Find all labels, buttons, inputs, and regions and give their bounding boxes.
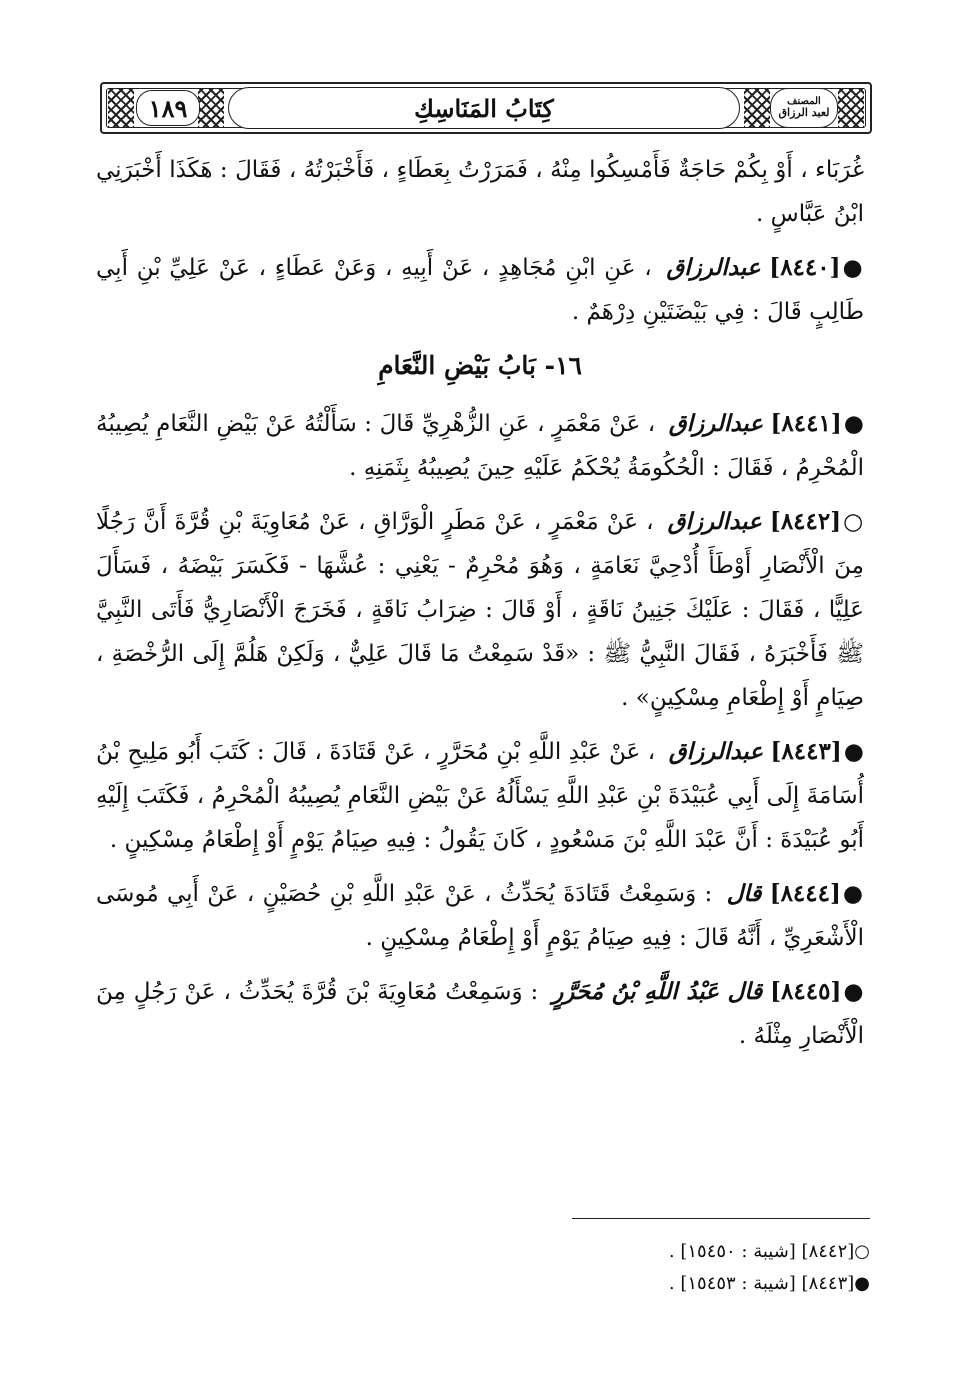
- hadith-number: [٨٤٤٣]: [770, 738, 842, 765]
- narrator-source: عبدالرزاق: [666, 254, 761, 281]
- hadith-number: [٨٤٤١]: [770, 410, 842, 437]
- book-section-title: كِتَابُ المَنَاسِكِ: [228, 87, 740, 129]
- running-header: [100, 82, 872, 134]
- footnote-separator: [572, 1218, 870, 1219]
- hadith-8441: [96, 402, 864, 490]
- bullet-marker: ●: [843, 978, 865, 1005]
- narrator-source: قال: [726, 880, 762, 907]
- ornament-pattern-left: [108, 88, 134, 128]
- hadith-number: [٨٤٤٠]: [769, 254, 841, 281]
- footnote-text: [٨٤٤٣] [شيبة : ١٥٤٥٣] .: [668, 1273, 855, 1294]
- hadith-8442: [96, 500, 864, 720]
- ornament-pattern-left-inner: [198, 88, 224, 128]
- footnote-text: [٨٤٤٢] [شيبة : ١٥٤٥٠] .: [668, 1241, 855, 1262]
- bullet-marker: ●: [842, 880, 864, 907]
- narrator-source: عبدالرزاق: [668, 738, 763, 765]
- hadith-text: : وَسَمِعْتُ قَتَادَةَ يُحَدِّثُ ، عَنْ عَبْدِ اللَّهِ بْنِ حُصَيْنٍ ، عَنْ أَبِي مُوسَى الْأَشْعَرِيِّ ، أَنَّهُ قَالَ : فِيهِ صِيَامُ يَوْمٍ أَوْ إِطْعَامُ مِسْكِينٍ .: [96, 881, 864, 951]
- hadith-number: [٨٤٤٤]: [769, 880, 841, 907]
- paragraph-text: غُرَبَاء ، أَوْ بِكُمْ حَاجَةٌ فَأَمْسِكُوا مِنْهُ ، فَمَرَرْتُ بِعَطَاءٍ ، فَأَخْبَرْتُهُ ، فَقَالَ : هَكَذَا أَخْبَرَنِي ابْنُ عَبَّاسٍ .: [96, 157, 864, 227]
- chapter-heading: ١٦- بَابُ بَيْضِ النَّعَامِ: [378, 351, 582, 380]
- footnote-8442: [370, 1236, 870, 1268]
- footnote-8443: [370, 1268, 870, 1300]
- book-logo-line2: لعبد الرزاق: [778, 106, 830, 120]
- footnotes: [370, 1236, 870, 1300]
- hadith-text: ، عَنِ ابْنِ مُجَاهِدٍ ، عَنْ أَبِيهِ ، وَعَنْ عَطَاءٍ ، عَنْ عَلِيِّ بْنِ أَبِي طَالِبٍ قَالَ : فِي بَيْضَتَيْنِ دِرْهَمٌ .: [96, 255, 864, 325]
- hadith-8443: [96, 730, 864, 862]
- bullet-marker: ○: [843, 508, 864, 535]
- hadith-text: ، عَنْ مَعْمَرٍ ، عَنْ مَطَرٍ الْوَرَّاقِ ، عَنْ مُعَاوِيَةَ بْنِ قُرَّةَ أَنَّ رَجُلًا مِنَ الْأَنْصَارِ أَوْطَأَ أُدْحِيَّ نَعَامَةٍ ، وَهُوَ مُحْرِمٌ - يَعْنِي : عُشَّهَا - فَكَسَرَ بَيْضَهُ ، فَسَأَلَ عَلِيًّا ، فَقَالَ : عَلَيْكَ جَنِينُ نَاقَةٍ ، أَوْ قَالَ : ضِرَابُ نَاقَةٍ ، فَخَرَجَ الْأَنْصَارِيُّ فَأَتَى النَّبِيَّ ﷺ فَأَخْبَرَهُ ، فَقَالَ النَّبِيُّ ﷺ : «قَدْ سَمِعْتُ مَا قَالَ عَلِيٌّ ، وَلَكِنْ هَلُمَّ إِلَى الرُّخْصَةِ ، صِيَامٍ أَوْ إِطْعَامِ مِسْكِينٍ» .: [96, 509, 864, 711]
- hadith-text: ، عَنْ عَبْدِ اللَّهِ بْنِ مُحَرَّرٍ ، عَنْ قَتَادَةَ ، قَالَ : كَتَبَ أَبُو مَلِيحِ بْنُ أُسَامَةَ إِلَى أَبِي عُبَيْدَةَ بْنِ عَبْدِ اللَّهِ يَسْأَلُهُ عَنْ بَيْضِ النَّعَامِ يُصِيبُهُ الْمُحْرِمُ ، فَكَتَبَ إِلَيْهِ أَبُو عُبَيْدَةَ : أَنَّ عَبْدَ اللَّهِ بْنَ مَسْعُودٍ ، كَانَ يَقُولُ : فِيهِ صِيَامُ يَوْمٍ أَوْ إِطْعَامُ مِسْكِينٍ .: [96, 739, 864, 853]
- paragraph-continuation: [96, 148, 864, 236]
- ornament-pattern-right: [838, 88, 864, 128]
- hadith-number: [٨٤٤٢]: [769, 508, 842, 535]
- bullet-marker: ●: [843, 410, 865, 437]
- page-number: ١٨٩: [136, 90, 200, 126]
- ornament-pattern-right-inner: [744, 88, 770, 128]
- narrator-source: عبدالرزاق: [668, 410, 763, 437]
- page-body: [96, 148, 864, 1068]
- book-logo-line1: المصنف: [787, 95, 821, 107]
- bullet-marker: ●: [843, 738, 864, 765]
- hadith-number: [٨٤٤٥]: [770, 978, 842, 1005]
- hadith-8445: [96, 970, 864, 1058]
- footnote-marker: ○: [854, 1241, 870, 1262]
- hadith-text: ، عَنْ مَعْمَرٍ ، عَنِ الزُّهْرِيِّ قَالَ : سَأَلْتُهُ عَنْ بَيْضِ النَّعَامِ يُصِيبُهُ الْمُحْرِمُ ، فَقَالَ : الْحُكُومَةُ يُحْكَمُ عَلَيْهِ حِينَ يُصِيبُهُ بِثَمَنِهِ .: [96, 411, 864, 481]
- hadith-8440: [96, 246, 864, 334]
- footnote-marker: ●: [854, 1273, 870, 1294]
- narrator-source: عبدالرزاق: [667, 508, 762, 535]
- hadith-8444: [96, 872, 864, 960]
- hadith-text: : وَسَمِعْتُ مُعَاوِيَةَ بْنَ قُرَّةَ يُحَدِّثُ ، عَنْ رَجُلٍ مِنَ الْأَنْصَارِ مِثْلَهُ .: [96, 979, 864, 1049]
- narrator-source: قال عَبْدُ اللَّهِ بْنُ مُحَرَّرٍ: [552, 978, 763, 1005]
- book-logo: [770, 88, 838, 128]
- bullet-marker: ●: [842, 254, 864, 281]
